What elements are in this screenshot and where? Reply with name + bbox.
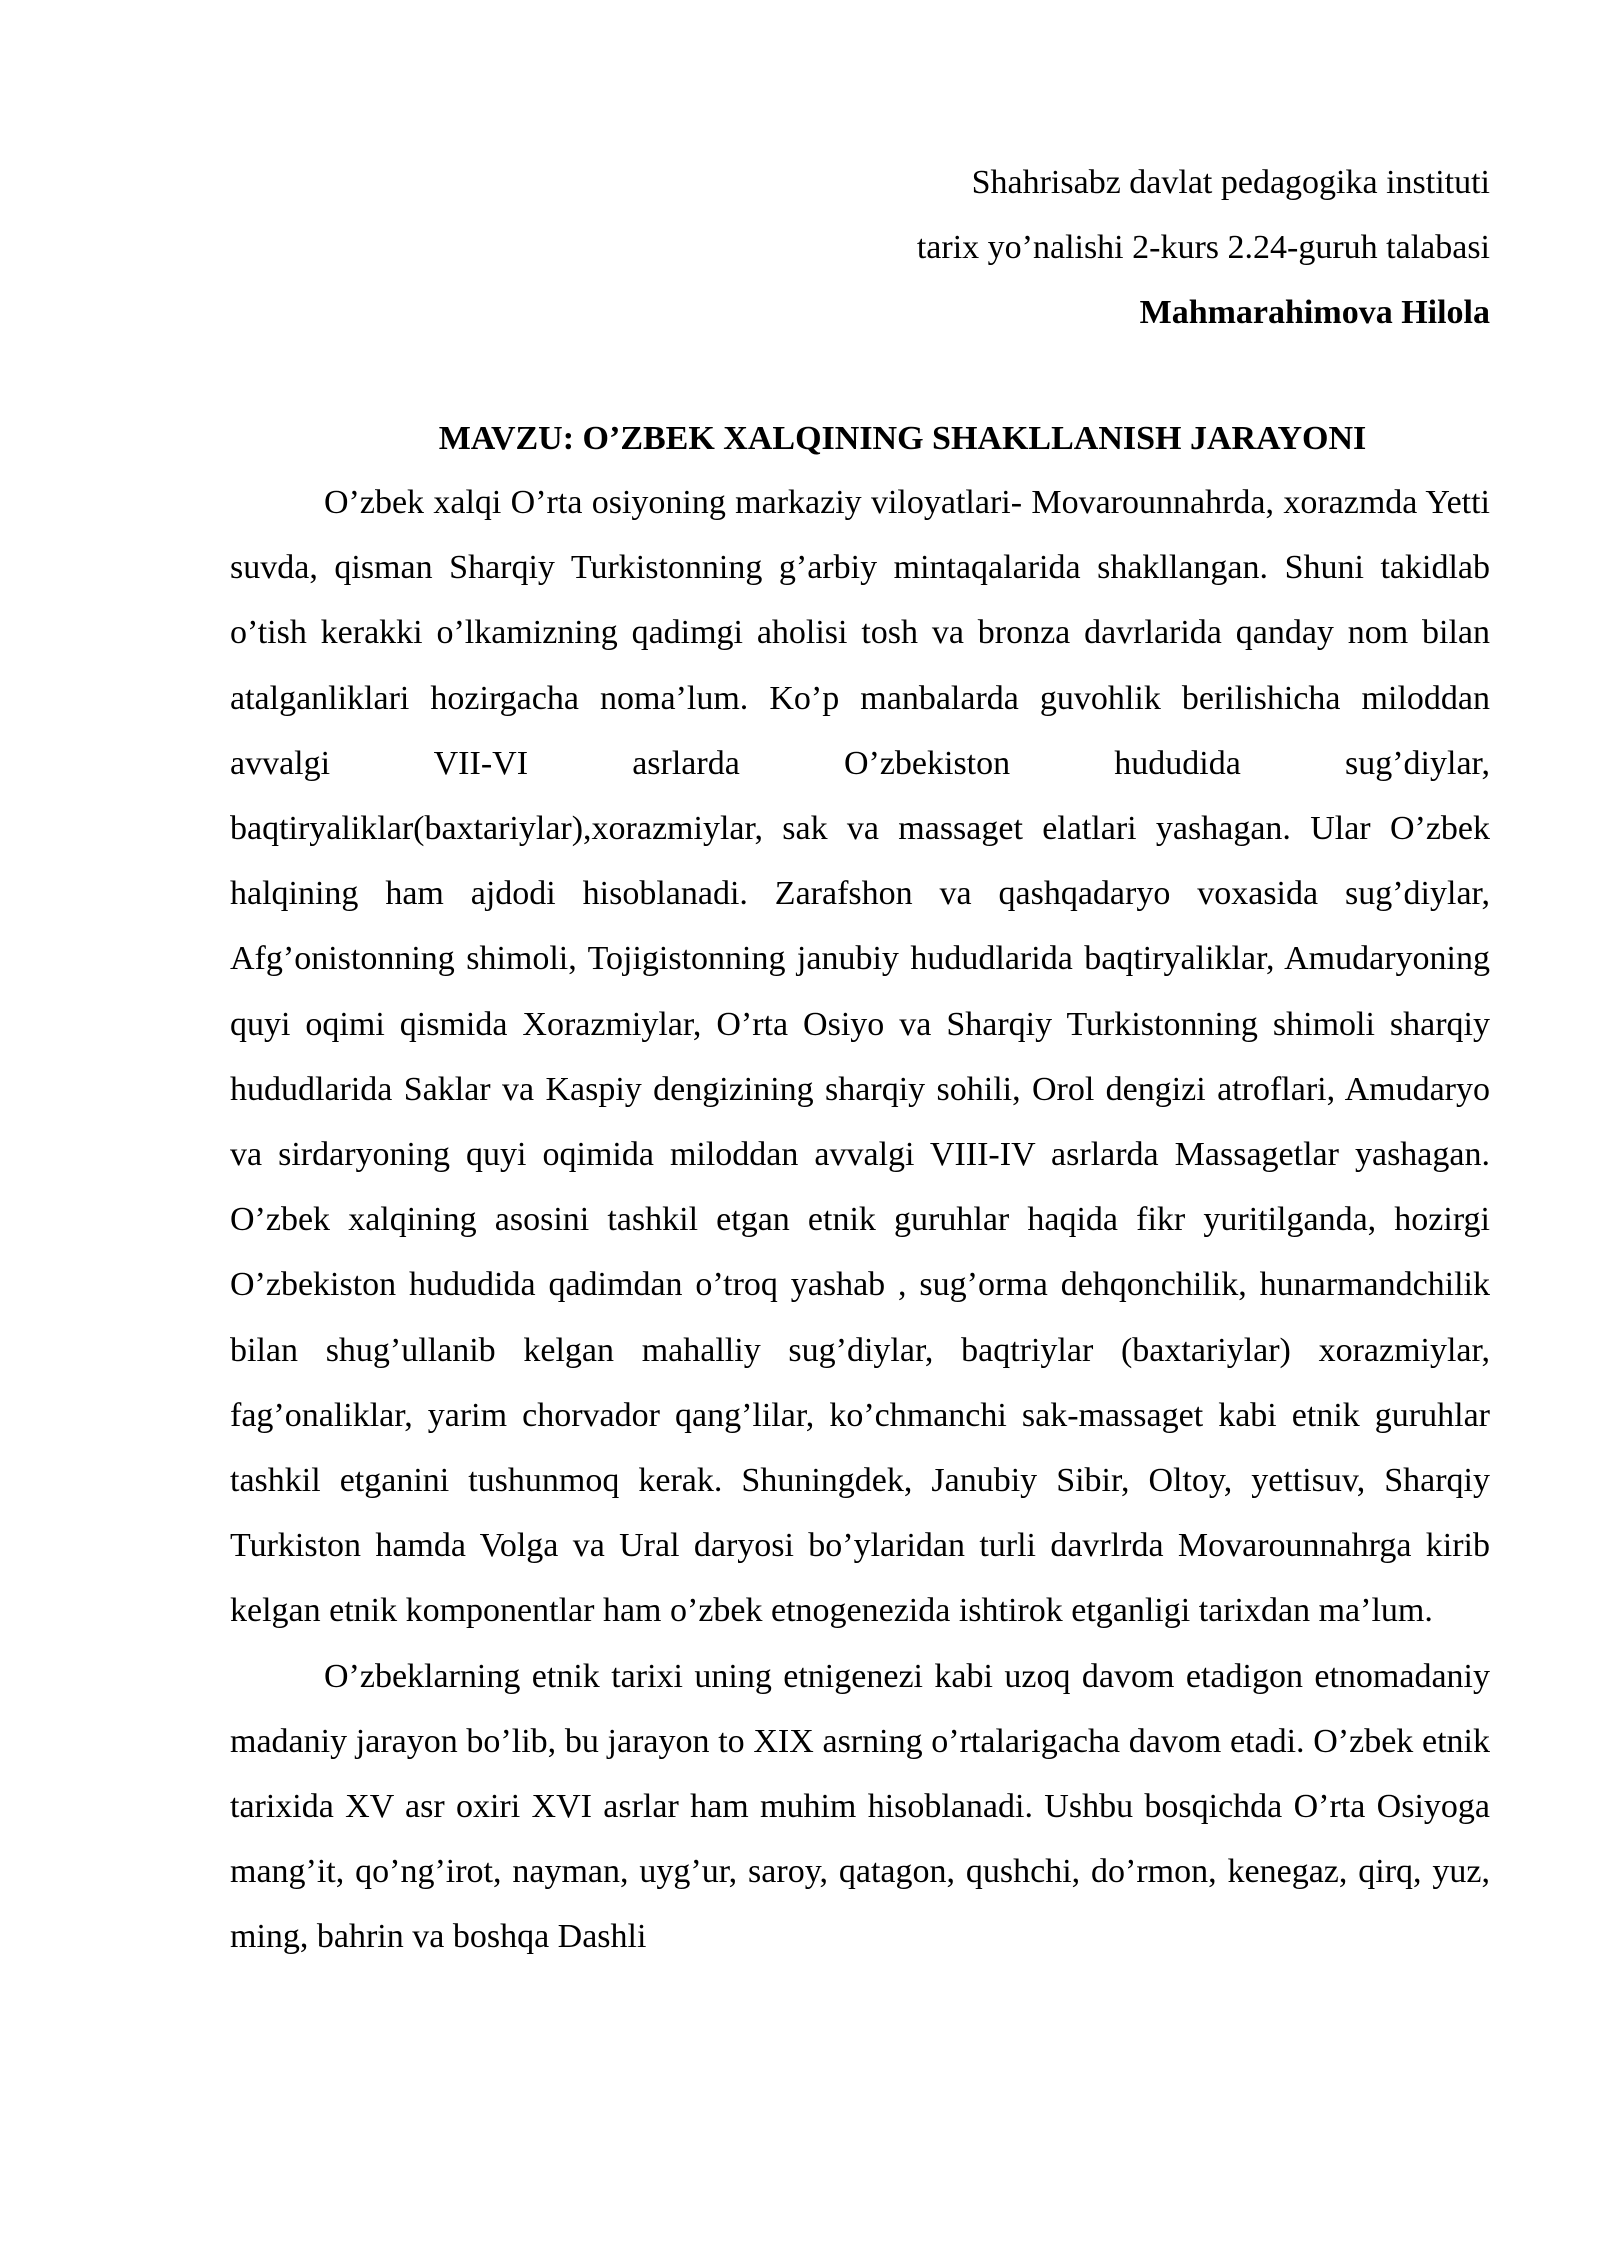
document-body bbox=[230, 470, 1490, 1970]
paragraph: O’zbeklarning etnik tarixi uning etnigenezi kabi uzoq davom etadigon etnomadaniy madaniy jarayon bo’lib, bu jarayon to XIX asrning o’rtalarigacha davom etadi. O’zbek etnik tarixida XV asr oxiri XVI asrlar ham muhim hisoblanadi. Ushbu bosqichda O’rta Osiyoga mang’it, qo’ng’irot, nayman, uyg’ur, saroy, qatagon, qushchi, do’rmon, kenegaz, qirq, yuz, ming, bahrin va boshqa Dashli bbox=[230, 1657, 1490, 1956]
paragraph: O’zbek xalqi O’rta osiyoning markaziy viloyatlari- Movarounnahrda, xorazmda Yetti suvda, qisman Sharqiy Turkistonning g’arbiy mintaqalarida shakllangan. Shuni takidlab o’tish kerakki o’lkamizning qadimgi aholisi tosh va bronza davrlarida qanday nom bilan atalganliklari hozirgacha noma’lum. Ko’p manbalarda guvohlik berilishicha miloddan avvalgi VII-VI asrlarda O’zbekiston hududida sug’diylar, baqtiryaliklar(baxtariylar),xorazmiylar, sak va massaget elatlari yashagan. Ular O’zbek halqining ham ajdodi hisoblanadi. Zarafshon va qashqadaryo voxasida sug’diylar, Afg’onistonning shimoli, Tojigistonning janubiy hududlarida baqtiryaliklar, Amudaryoning quyi oqimi qismida Xorazmiylar, O’rta Osiyo va Sharqiy Turkistonning shimoli sharqiy hududlarida Saklar va Kaspiy dengizining sharqiy sohili, Orol dengizi atroflari, Amudaryo va sirdaryoning quyi oqimida miloddan avvalgi VIII-IV asrlarda Massagetlar yashagan. O’zbek xalqining asosini tashkil etgan etnik guruhlar haqida fikr yuritilganda, hozirgi O’zbekiston hududida qadimdan o’troq yashab , sug’orma dehqonchilik, hunarmandchilik bilan shug’ullanib kelgan mahalliy sug’diylar, baqtriylar (baxtariylar) xorazmiylar, fag’onaliklar, yarim chorvador qang’lilar, ko’chmanchi sak-massaget kabi etnik guruhlar tashkil etganini tushunmoq kerak. Shuningdek, Janubiy Sibir, Oltoy, yettisuv, Sharqiy Turkiston hamda Volga va Ural daryosi bo’ylaridan turli davrlrda Movarounnahrga kirib kelgan etnik komponentlar ham o’zbek etnogenezida ishtirok etganligi tarixdan ma’lum. bbox=[230, 484, 1490, 1630]
author-name: Mahmarahimova Hilola bbox=[1139, 294, 1490, 331]
document-title: MAVZU: O’ZBEK XALQINING SHAKLLANISH JARAYONI bbox=[438, 420, 1367, 457]
document-header bbox=[230, 150, 1490, 345]
student-group: tarix yo’nalishi 2-kurs 2.24-guruh talabasi bbox=[916, 229, 1490, 266]
institute-name: Shahrisabz davlat pedagogika instituti bbox=[971, 164, 1490, 201]
